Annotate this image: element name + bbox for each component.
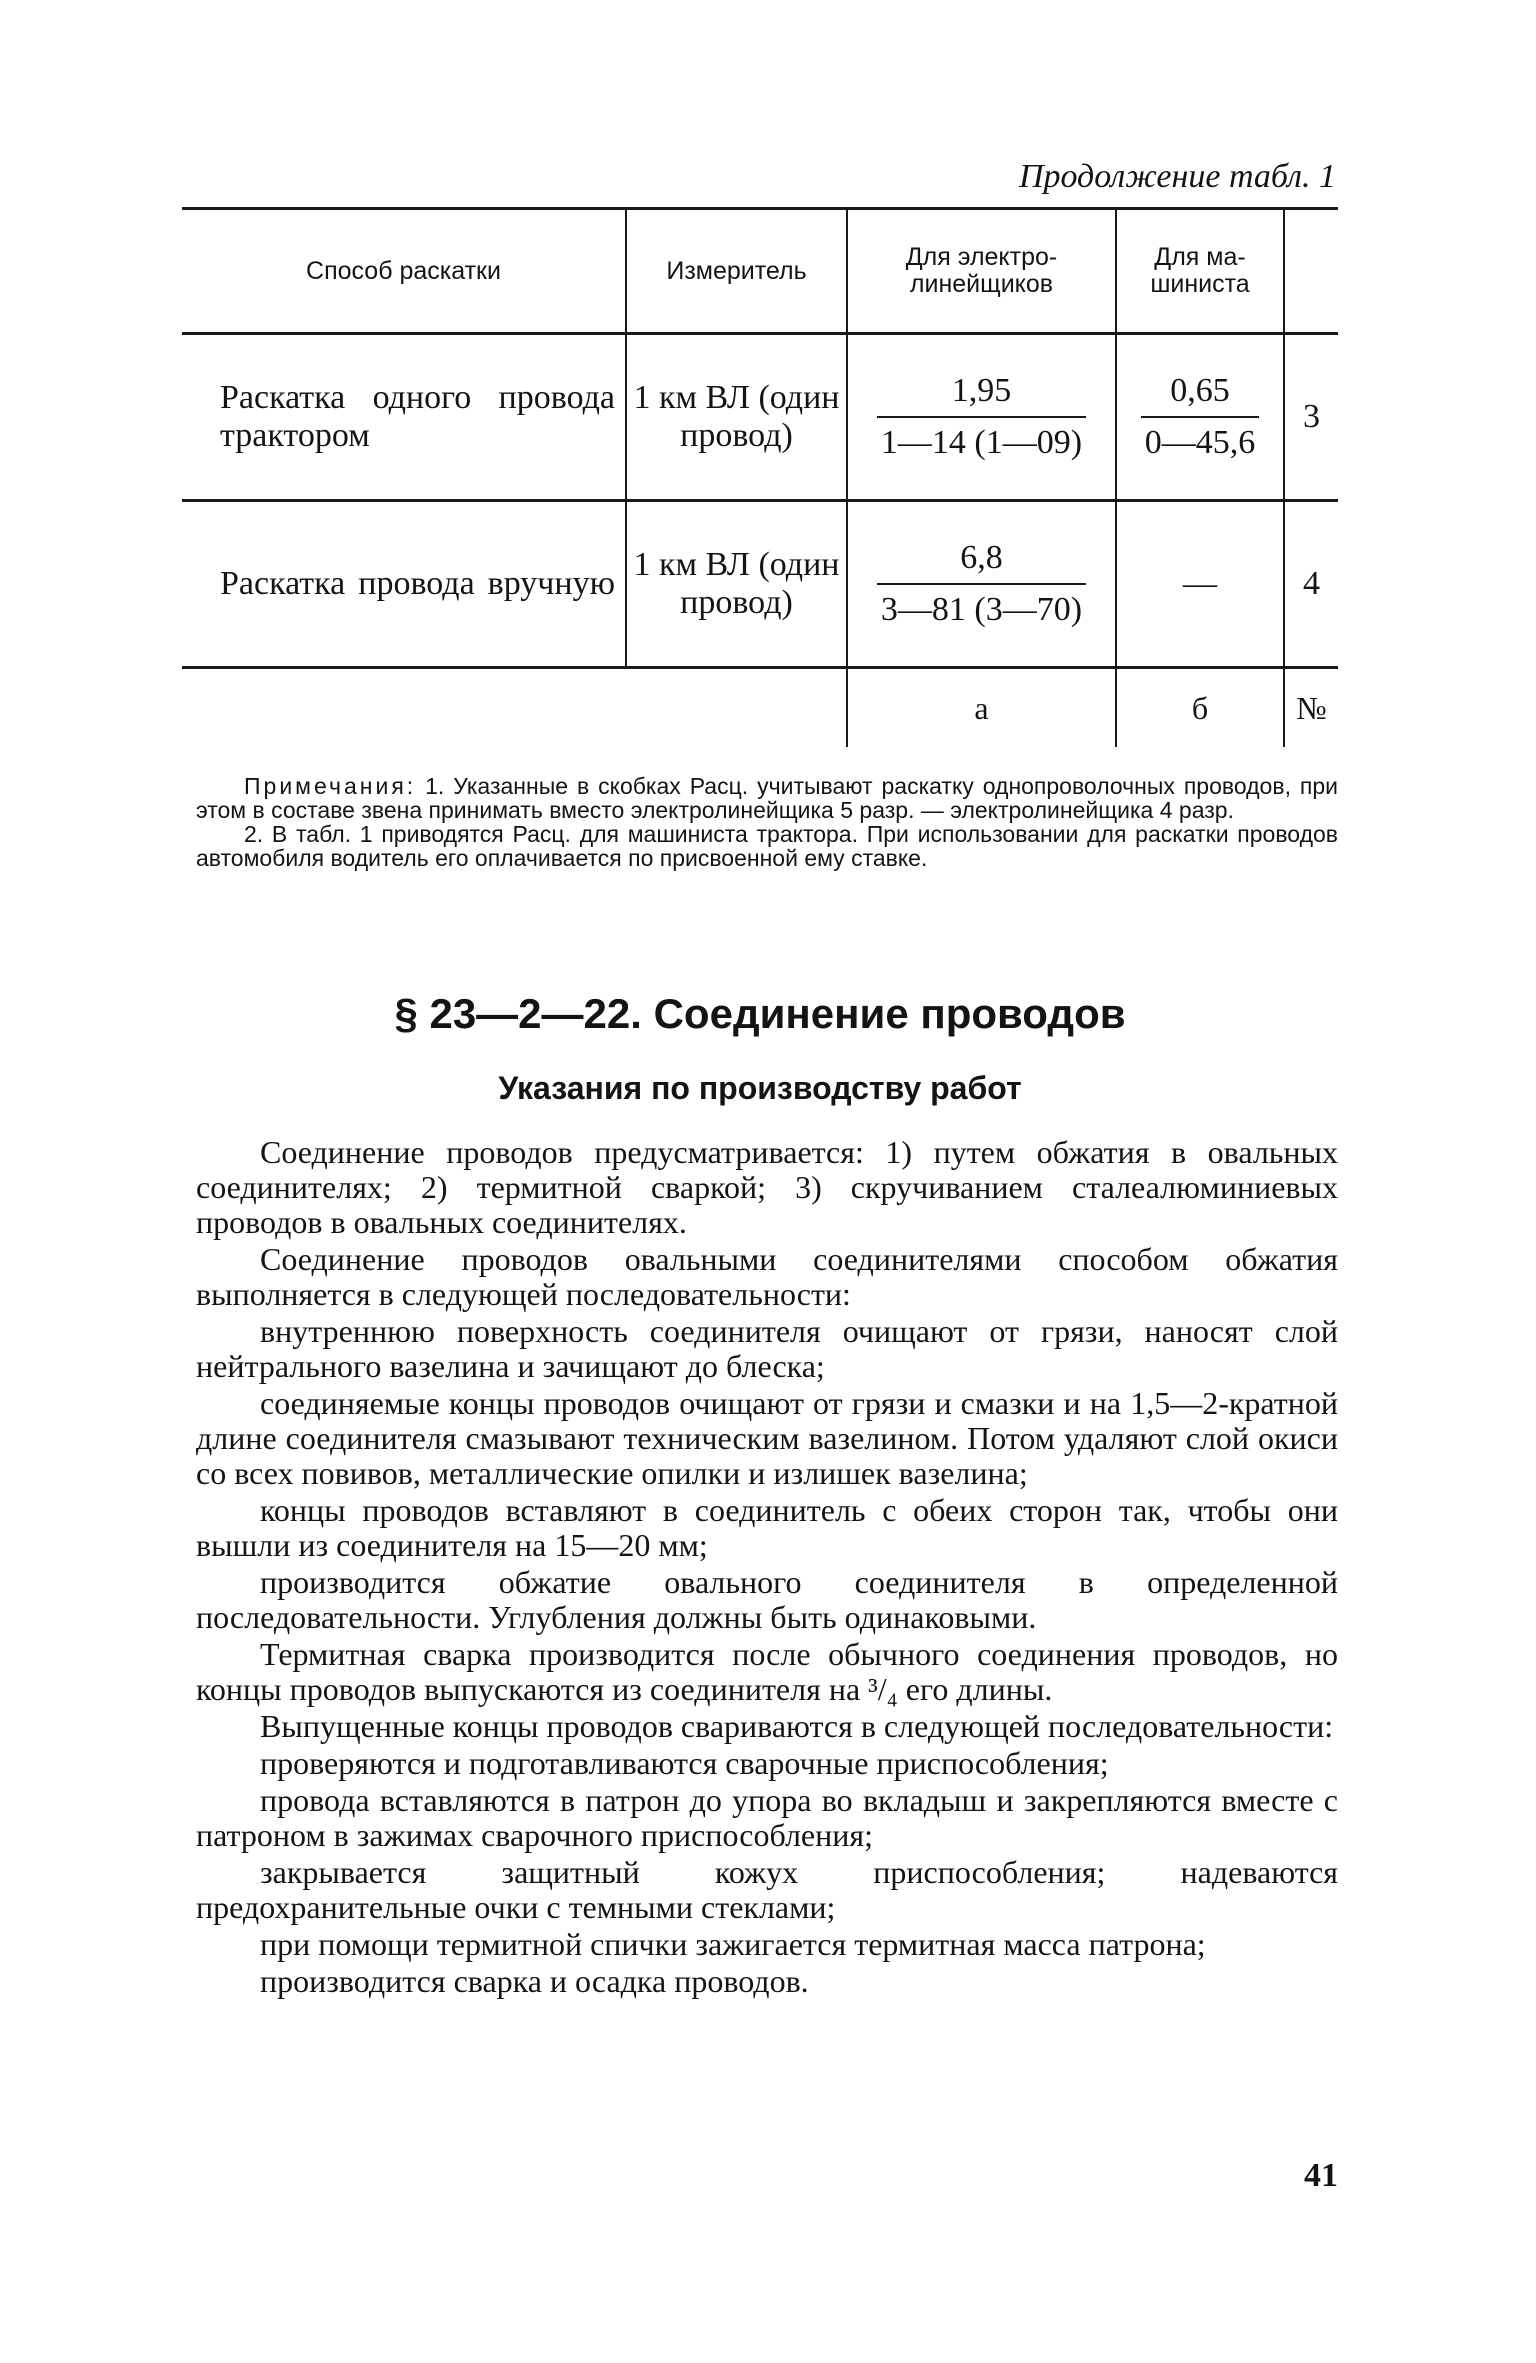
letter-blank [182, 668, 626, 748]
row-unit: 1 км ВЛ (один провод) [626, 501, 847, 668]
electricians-fraction [877, 372, 1086, 462]
row-unit: 1 км ВЛ (один провод) [626, 334, 847, 501]
row-method: Раскатка провода вручную [182, 501, 626, 668]
table-row [182, 501, 1338, 668]
row-electricians-cell [847, 501, 1116, 668]
norms-table [182, 207, 1338, 747]
row-number: 3 [1284, 334, 1338, 501]
electricians-time: 1,95 [877, 372, 1086, 418]
note-2: 2. В табл. 1 приводятся Расц. для машиниста трактора. При использовании для раскатки проводов автомобиля водитель его оплачивается по присвоенной ему ставке. [196, 821, 1338, 871]
paragraph: производится обжатие овального соединителя в определенной последовательности. Углубления должны быть одинаковыми. [196, 1564, 1338, 1635]
table-continuation-label: Продолжение табл. 1 [1018, 158, 1336, 195]
notes-label: Примечания: [244, 773, 417, 799]
table-row [182, 334, 1338, 501]
electricians-time: 6,8 [877, 539, 1086, 585]
electricians-rate: 1—14 (1—09) [880, 424, 1083, 461]
section-subtitle: Указания по производству работ [498, 1070, 1022, 1106]
machinist-rate: 0—45,6 [1144, 424, 1256, 461]
row-machinist-cell [1116, 334, 1284, 501]
paragraph: провода вставляются в патрон до упора во вкладыш и закрепляются вместе с патроном в зажимах сварочного приспособления; [196, 1782, 1338, 1853]
row-electricians-cell [847, 334, 1116, 501]
table-notes [196, 774, 1338, 870]
paragraph: соединяемые концы проводов очищают от грязи и смазки и на 1,5—2-кратной длине соединителя смазывают техническим вазелином. Потом удаляют слой окиси со всех повивов, металлические опилки и излишек вазелина; [196, 1385, 1338, 1491]
paragraph: закрывается защитный кожух приспособления; надеваются предохранительные очки с темными стеклами; [196, 1854, 1338, 1925]
paragraph: Выпущенные концы проводов свариваются в следующей последовательности: [260, 1708, 1334, 1744]
column-letter-b: б [1116, 668, 1284, 748]
machinist-fraction [1141, 372, 1260, 462]
column-letter-a: а [847, 668, 1116, 748]
machinist-dash: — [1116, 501, 1284, 668]
paragraph: концы проводов вставляют в соединитель с обеих сторон так, чтобы они вышли из соединителя на 15—20 мм; [196, 1492, 1338, 1563]
paragraph: Соединение проводов предусматривается: 1) путем обжатия в овальных соединителях; 2) термитной сваркой; 3) скручиванием сталеалюминиевых проводов в овальных соединителях. [196, 1134, 1338, 1240]
body-text [196, 1135, 1338, 2001]
column-letter-row [182, 668, 1338, 748]
electricians-rate: 3—81 (3—70) [880, 591, 1083, 628]
paragraph: Соединение проводов овальными соединителями способом обжатия выполняется в следующей последовательности: [196, 1241, 1338, 1312]
table-header-row [182, 209, 1338, 334]
header-electricians: Для электро-линейщиков [847, 209, 1116, 334]
paragraph: проверяются и подготавливаются сварочные приспособления; [260, 1745, 1109, 1781]
section-title: § 23—2—22. Соединение проводов [394, 990, 1126, 1037]
paragraph: Термитная сварка производится после обычного соединения проводов, но концы проводов выпускаются из соединителя на ³/₄ его длины. [196, 1636, 1338, 1707]
machinist-time: 0,65 [1141, 372, 1260, 418]
header-unit: Измеритель [626, 209, 847, 334]
paragraph: при помощи термитной спички зажигается термитная масса патрона; [260, 1926, 1206, 1962]
header-machinist: Для ма-шиниста [1116, 209, 1284, 334]
note-1: 1. Указанные в скобках Расц. учитывают раскатку однопроволочных проводов, при этом в составе звена принимать вместо электролинейщика 5 разр. — электролинейщика 4 разр. [196, 773, 1339, 823]
paragraph: производится сварка и осадка проводов. [260, 1963, 809, 1999]
paragraph: внутреннюю поверхность соединителя очищают от грязи, наносят слой нейтрального вазелина и зачищают до блеска; [196, 1313, 1338, 1384]
column-letter-number: № [1284, 668, 1338, 748]
electricians-fraction [877, 539, 1086, 629]
row-method: Раскатка одного провода трактором [182, 334, 626, 501]
row-number: 4 [1284, 501, 1338, 668]
header-method: Способ раскатки [182, 209, 626, 334]
page-number: 41 [1304, 2157, 1338, 2194]
letter-blank [626, 668, 847, 748]
header-number-blank [1284, 209, 1338, 334]
